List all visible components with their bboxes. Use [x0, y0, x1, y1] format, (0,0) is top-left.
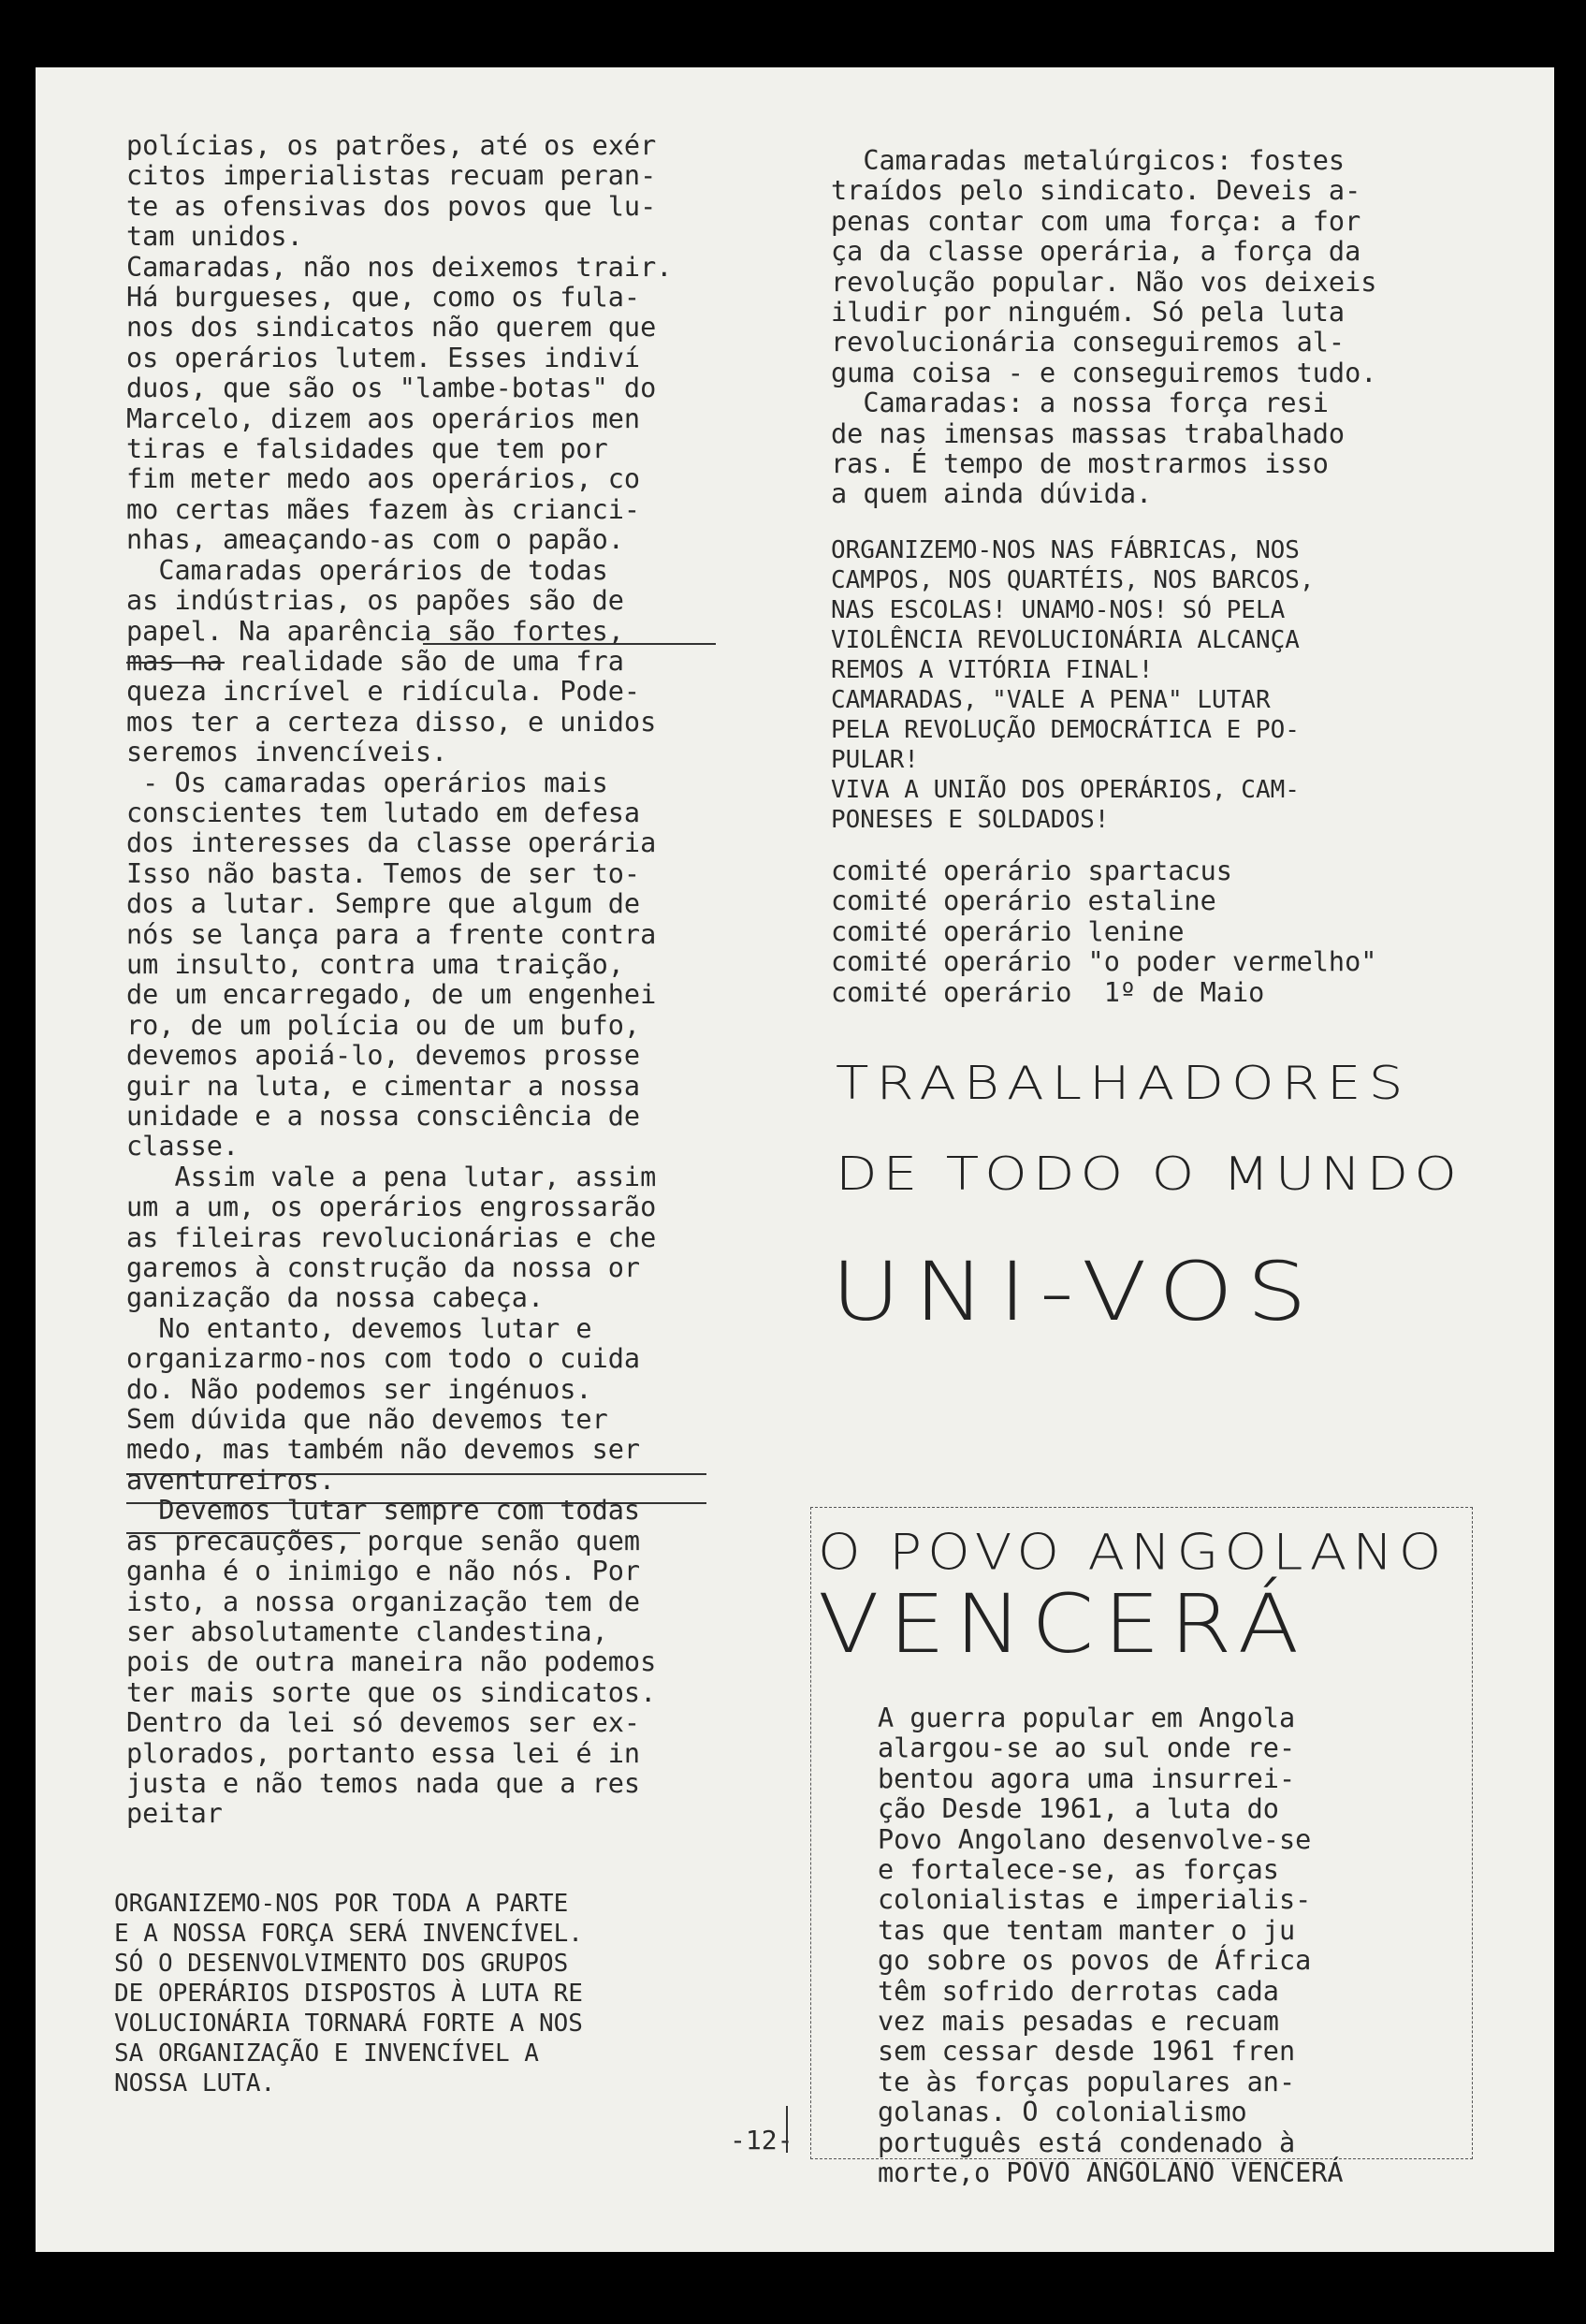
- text-line: vez mais pesadas e recuam: [878, 2006, 1279, 2038]
- caps-line: PULAR!: [831, 746, 919, 774]
- text-line: tas que tentam manter o ju: [878, 1914, 1296, 1946]
- text-line: ter mais sorte que os sindicatos.: [126, 1676, 657, 1708]
- text-line: conscientes tem lutado em defesa: [126, 797, 641, 828]
- text-line: a quem ainda dúvida.: [831, 478, 1153, 510]
- text-line: os operários lutem. Esses indiví: [126, 342, 641, 373]
- committee-line: comité operário 1º de Maio: [831, 976, 1265, 1008]
- text-line: Devemos lutar sempre com todas: [126, 1495, 641, 1527]
- text-line: queza incrível e ridícula. Pode-: [126, 676, 641, 708]
- caps-line: E A NOSSA FORÇA SERÁ INVENCÍVEL.: [114, 1920, 583, 1948]
- text-line: de nas imensas massas trabalhado: [831, 417, 1346, 449]
- slogan-line-3: UNI-VOS: [831, 1245, 1320, 1340]
- text-line: nos dos sindicatos não querem que: [126, 312, 657, 343]
- text-line: colonialistas e imperialis-: [878, 1884, 1312, 1916]
- text-line: Isso não basta. Temos de ser to-: [126, 857, 641, 889]
- text-line: aventureiros.: [126, 1464, 336, 1496]
- text-line: polícias, os patrões, até os exér: [126, 130, 657, 161]
- text-line: Camaradas, não nos deixemos trair.: [126, 251, 673, 283]
- text-line: te as ofensivas dos povos que lu-: [126, 190, 657, 222]
- text-line: revolucionária conseguiremos al-: [831, 327, 1346, 358]
- text-line: plorados, portanto essa lei é in: [126, 1737, 641, 1769]
- text-line: ser absolutamente clandestina,: [126, 1615, 608, 1647]
- text-line: morte,o POVO ANGOLANO VENCERÁ: [878, 2157, 1344, 2189]
- text-line: duos, que são os "lambe-botas" do: [126, 373, 657, 404]
- text-line: dos interesses da classe operária: [126, 827, 657, 859]
- text-line: tam unidos.: [126, 221, 303, 253]
- slogan-line-2: DE TODO O MUNDO: [836, 1147, 1462, 1201]
- caps-line: VOLUCIONÁRIA TORNARÁ FORTE A NOS: [114, 2010, 583, 2038]
- caps-line: NOSSA LUTA.: [114, 2069, 276, 2097]
- text-line: ganização da nossa cabeça.: [126, 1282, 545, 1314]
- text-line: te às forças populares an-: [878, 2066, 1296, 2097]
- caps-line: VIVA A UNIÃO DOS OPERÁRIOS, CAM-: [831, 776, 1300, 804]
- caps-line: PELA REVOLUÇÃO DEMOCRÁTICA E PO-: [831, 716, 1300, 744]
- caps-line: CAMARADAS, "VALE A PENA" LUTAR: [831, 686, 1271, 714]
- committee-line: comité operário spartacus: [831, 855, 1232, 886]
- slogan-line-1: TRABALHADORES: [836, 1056, 1411, 1110]
- caps-line: ORGANIZEMO-NOS NAS FÁBRICAS, NOS: [831, 536, 1300, 564]
- text-line: mas na realidade são de uma fra: [126, 645, 624, 677]
- text-line: classe.: [126, 1131, 240, 1162]
- text-line: um insulto, contra uma traição,: [126, 948, 624, 980]
- text-line: fim meter medo aos operários, co: [126, 463, 641, 495]
- text-line: sem cessar desde 1961 fren: [878, 2036, 1296, 2068]
- text-line: ça da classe operária, a força da: [831, 236, 1361, 268]
- text-line: Há burgueses, que, como os fula-: [126, 282, 641, 314]
- caps-line: REMOS A VITÓRIA FINAL!: [831, 656, 1154, 684]
- caps-line: VIOLÊNCIA REVOLUCIONÁRIA ALCANÇA: [831, 626, 1300, 654]
- angola-heading-1: O POVO ANGOLANO: [818, 1524, 1448, 1582]
- text-line: - Os camaradas operários mais: [126, 767, 608, 798]
- caps-line: SÓ O DESENVOLVIMENTO DOS GRUPOS: [114, 1950, 569, 1978]
- text-line: nhas, ameaçando-as com o papão.: [126, 524, 624, 556]
- text-line: ção Desde 1961, a luta do: [878, 1793, 1279, 1825]
- text-line: um a um, os operários engrossarão: [126, 1191, 657, 1223]
- text-line: golanas. O colonialismo: [878, 2097, 1247, 2128]
- text-line: nós se lança para a frente contra: [126, 918, 657, 950]
- text-line: mo certas mães fazem às crianci-: [126, 493, 641, 525]
- text-line: Dentro da lei só devemos ser ex-: [126, 1707, 641, 1739]
- committee-line: comité operário estaline: [831, 885, 1216, 917]
- caps-line: PONESES E SOLDADOS!: [831, 806, 1110, 834]
- text-line: as fileiras revolucionárias e che: [126, 1221, 657, 1253]
- text-line: peitar: [126, 1798, 223, 1830]
- text-line: unidade e a nossa consciência de: [126, 1101, 641, 1132]
- text-line: de um encarregado, de um engenhei: [126, 979, 657, 1011]
- text-line: do. Não podemos ser ingénuos.: [126, 1373, 592, 1405]
- text-line: justa e não temos nada que a res: [126, 1767, 641, 1799]
- text-line: Camaradas metalúrgicos: fostes: [831, 145, 1346, 176]
- text-line: A guerra popular em Angola: [878, 1703, 1296, 1733]
- text-line: tiras e falsidades que tem por: [126, 433, 608, 465]
- text-line: guir na luta, e cimentar a nossa: [126, 1070, 641, 1102]
- committee-line: comité operário lenine: [831, 915, 1185, 947]
- caps-line: DE OPERÁRIOS DISPOSTOS À LUTA RE: [114, 1980, 583, 2008]
- text-line: ro, de um polícia ou de um bufo,: [126, 1009, 641, 1041]
- text-line: devemos apoiá-lo, devemos prosse: [126, 1040, 641, 1072]
- text-line: as indústrias, os papões são de: [126, 585, 624, 617]
- text-line: Marcelo, dizem aos operários men: [126, 402, 641, 434]
- text-line: Camaradas: a nossa força resi: [831, 387, 1329, 419]
- text-line: penas contar com uma força: a for: [831, 205, 1361, 237]
- text-line: Assim vale a pena lutar, assim: [126, 1161, 657, 1192]
- text-line: garemos à construção da nossa or: [126, 1252, 641, 1284]
- text-line: isto, a nossa organização tem de: [126, 1586, 641, 1617]
- text-line: traídos pelo sindicato. Deveis a-: [831, 175, 1361, 207]
- text-line: as precauções, porque senão quem: [126, 1525, 641, 1557]
- text-line: dos a lutar. Sempre que algum de: [126, 888, 641, 920]
- text-line: e fortalece-se, as forças: [878, 1854, 1279, 1886]
- caps-line: CAMPOS, NOS QUARTÉIS, NOS BARCOS,: [831, 566, 1315, 594]
- text-line: alargou-se ao sul onde re-: [878, 1732, 1296, 1764]
- text-line: ganha é o inimigo e não nós. Por: [126, 1556, 641, 1587]
- text-line: pois de outra maneira não podemos: [126, 1646, 657, 1678]
- text-line: iludir por ninguém. Só pela luta: [831, 297, 1346, 329]
- text-line: seremos invencíveis.: [126, 737, 448, 768]
- text-line: organizarmo-nos com todo o cuida: [126, 1343, 641, 1375]
- text-line: Sem dúvida que não devemos ter: [126, 1404, 608, 1436]
- caps-line: SA ORGANIZAÇÃO E INVENCÍVEL A: [114, 2039, 539, 2068]
- text-line: Povo Angolano desenvolve-se: [878, 1823, 1312, 1855]
- committee-line: comité operário "o poder vermelho": [831, 946, 1377, 978]
- caps-line: ORGANIZEMO-NOS POR TODA A PARTE: [114, 1890, 569, 1918]
- text-line: português está condenado à: [878, 2127, 1296, 2158]
- caps-line: NAS ESCOLAS! UNAMO-NOS! SÓ PELA: [831, 596, 1286, 624]
- angola-heading-2: VENCERÁ: [818, 1577, 1309, 1672]
- text-line: revolução popular. Não vos deixeis: [831, 266, 1377, 298]
- text-line: citos imperialistas recuam peran-: [126, 160, 657, 192]
- text-line: Camaradas operários de todas: [126, 554, 608, 586]
- text-line: No entanto, devemos lutar e: [126, 1312, 592, 1344]
- text-line: guma coisa - e conseguiremos tudo.: [831, 357, 1377, 388]
- page-number: -12-: [730, 2125, 793, 2156]
- text-line: ras. É tempo de mostrarmos isso: [831, 448, 1329, 480]
- text-line: go sobre os povos de África: [878, 1945, 1312, 1977]
- text-line: papel. Na aparência são fortes,: [126, 615, 624, 647]
- text-line: bentou agora uma insurrei-: [878, 1762, 1296, 1794]
- text-line: têm sofrido derrotas cada: [878, 1975, 1279, 2007]
- text-line: medo, mas também não devemos ser: [126, 1434, 641, 1466]
- text-line: mos ter a certeza disso, e unidos: [126, 706, 657, 738]
